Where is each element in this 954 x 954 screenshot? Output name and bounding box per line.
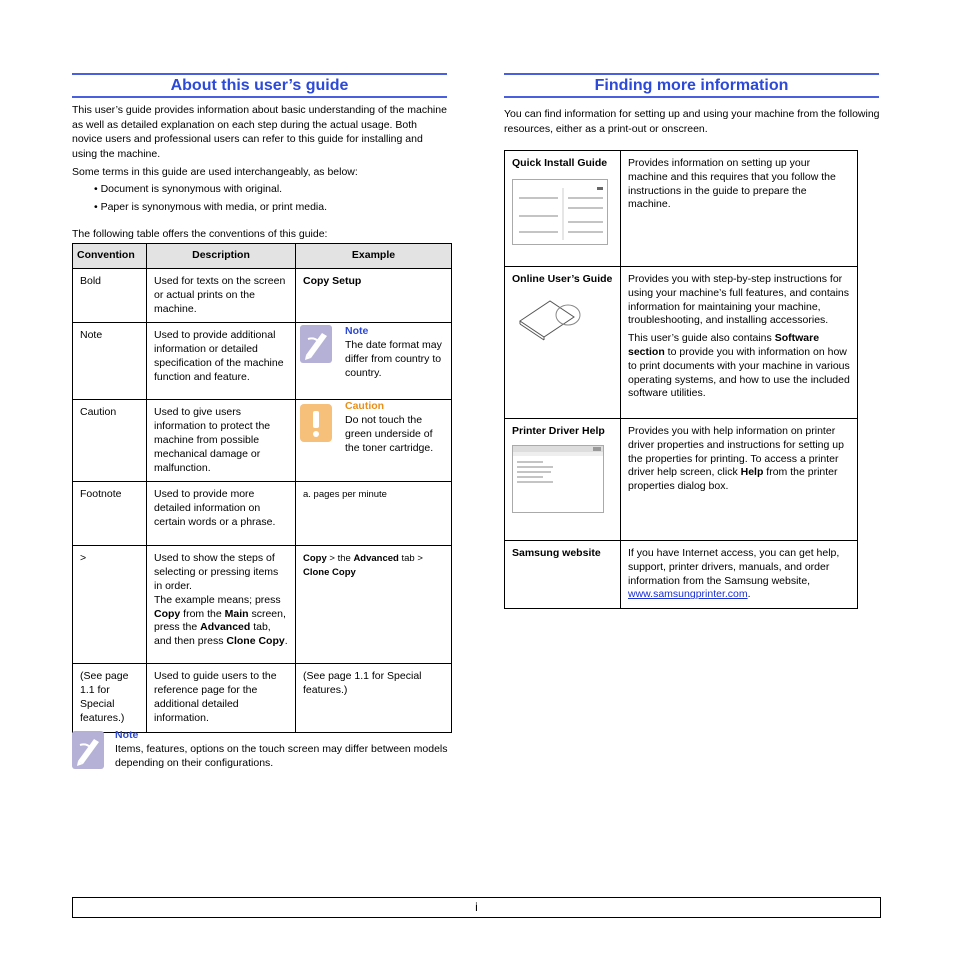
terms-intro: Some terms in this guide are used interchangeably, as below: [72, 166, 358, 178]
cell-description [147, 546, 296, 664]
desc-text: tab, and then press [154, 621, 271, 648]
desc-text: The example means; press [154, 593, 281, 606]
table-row [505, 541, 858, 609]
desc-bold: Copy [154, 607, 181, 620]
caution-exclamation-icon [300, 404, 332, 447]
description-paragraph: Provides you with step-by-step instructions for using your machine’s full features, and contains information for maintaining your machine, troubleshooting, and installing accessories. [628, 273, 850, 327]
table-row [73, 482, 452, 546]
desc-bold: Main [224, 607, 249, 620]
desc-text: Provides you with help information on printer driver properties and instructions for setting up the properties for printing. To access a printer driver help screen, click [628, 425, 844, 479]
bottom-note-text: Items, features, options on the touch screen may differ between models depending on their configurations. [115, 743, 448, 769]
driver-help-thumbnail [512, 445, 604, 513]
cell-description: Used to provide more detailed information on certain words or a phrase. [147, 482, 296, 546]
cell-example: (See page 1.1 for Special features.) [296, 664, 452, 732]
desc-text: to provide you with information on how to print documents with your machine in various operating systems, and how to use the included software utilities. [628, 345, 850, 400]
note-example [300, 325, 444, 380]
resource-name: Samsung website [505, 541, 621, 609]
resource-name: Quick Install Guide [512, 157, 608, 169]
cell-example: Copy Setup [296, 269, 452, 323]
bottom-note-label: Note [115, 729, 139, 741]
table-row [73, 664, 452, 732]
desc-bold: Clone Copy [226, 635, 285, 648]
resource-description: Provides information on setting up your machine and this requires that you follow the instructions in the guide to prepare the machine. [621, 151, 858, 267]
cell-example [296, 400, 452, 482]
caution-label: Caution [345, 400, 385, 413]
cell-description: Used to guide users to the reference page for the additional detailed information. [147, 664, 296, 732]
note-pencil-icon [300, 325, 332, 368]
desc-text: screen, press the [154, 607, 286, 634]
bullet-document: • Document is synonymous with original. [94, 183, 283, 195]
table-row [505, 267, 858, 419]
desc-text: This user’s guide also contains [628, 332, 775, 345]
desc-line: Used to show the steps of selecting or pressing items in order. [154, 552, 279, 592]
note-label: Note [345, 325, 369, 338]
desc-text: . [747, 588, 751, 601]
cell-description: Used to give users information to protect the machine from possible mechanical damage or malfunction. [147, 400, 296, 482]
cell-convention: Caution [73, 400, 147, 482]
quick-install-guide-thumbnail [512, 179, 608, 245]
page-footer [72, 897, 881, 918]
desc-bold: Software section [628, 332, 820, 358]
desc-text: from the printer properties dialog box. [628, 466, 838, 493]
cd-disc-icon [512, 293, 613, 348]
cell-description: Used to provide additional information or detailed specification of the machine function and feature. [147, 323, 296, 400]
resources-table [504, 150, 858, 609]
table-row [73, 546, 452, 664]
note-pencil-icon [72, 731, 104, 774]
about-intro-paragraph: This user’s guide provides information about basic understanding of the machine as well as detailed explanation on each step during the actual usage. Both novice users and professional users can refer to this guide for installing and using the machine. [72, 104, 447, 160]
example-bold: Clone Copy [303, 567, 356, 579]
example-bold: Advanced [353, 553, 399, 565]
conventions-table [72, 243, 452, 733]
resource-name-cell [505, 419, 621, 541]
bullet-paper: • Paper is synonymous with media, or print media. [94, 201, 328, 213]
cell-description: Used for texts on the screen or actual prints on the machine. [147, 269, 296, 323]
samsung-website-link[interactable]: www.samsungprinter.com [628, 588, 748, 601]
col-header-convention: Convention [73, 244, 147, 269]
col-header-description: Description [147, 244, 296, 269]
col-header-example: Example [296, 244, 452, 269]
desc-text: If you have Internet access, you can get help, support, printer drivers, manuals, and order information from the Samsung website, [628, 547, 840, 587]
table-row [73, 400, 452, 482]
desc-bold: Help [740, 466, 764, 479]
desc-text: . [284, 635, 288, 648]
page-number: i [475, 900, 478, 914]
note-text: The date format may differ from country to country. [345, 339, 442, 379]
resource-description [621, 419, 858, 541]
resource-description [621, 541, 858, 609]
cell-convention: > [73, 546, 147, 664]
cell-convention: Note [73, 323, 147, 400]
resource-description [621, 267, 858, 419]
cell-example [296, 323, 452, 400]
finding-intro-paragraph: You can find information for setting up and using your machine from the following resources, either as a print-out or onscreen. [504, 108, 880, 135]
resource-name: Online User’s Guide [512, 273, 613, 285]
caution-text: Do not touch the green underside of the toner cartridge. [345, 414, 434, 454]
bottom-note [72, 728, 452, 770]
cell-convention: Footnote [73, 482, 147, 546]
caution-example [300, 400, 444, 455]
table-row [73, 269, 452, 323]
table-row [73, 323, 452, 400]
table-row [505, 151, 858, 267]
desc-bold: Advanced [200, 621, 251, 634]
section-heading-about: About this user’s guide [72, 73, 447, 98]
cell-convention: Bold [73, 269, 147, 323]
example-text: > the [326, 553, 354, 565]
table-row [505, 419, 858, 541]
example-bold: Copy [303, 553, 327, 565]
table-intro: The following table offers the conventions of this guide: [72, 228, 328, 240]
description-paragraph [628, 332, 850, 401]
table-header-row [73, 244, 452, 269]
example-text: tab > [398, 553, 423, 565]
resource-name: Printer Driver Help [512, 425, 605, 437]
cell-example [296, 546, 452, 664]
section-heading-finding: Finding more information [504, 73, 879, 98]
resource-name-cell [505, 151, 621, 267]
resource-name-cell [505, 267, 621, 419]
desc-text: from the [180, 607, 225, 620]
cell-example: a. pages per minute [296, 482, 452, 546]
cell-convention: (See page 1.1 for Special features.) [73, 664, 147, 732]
